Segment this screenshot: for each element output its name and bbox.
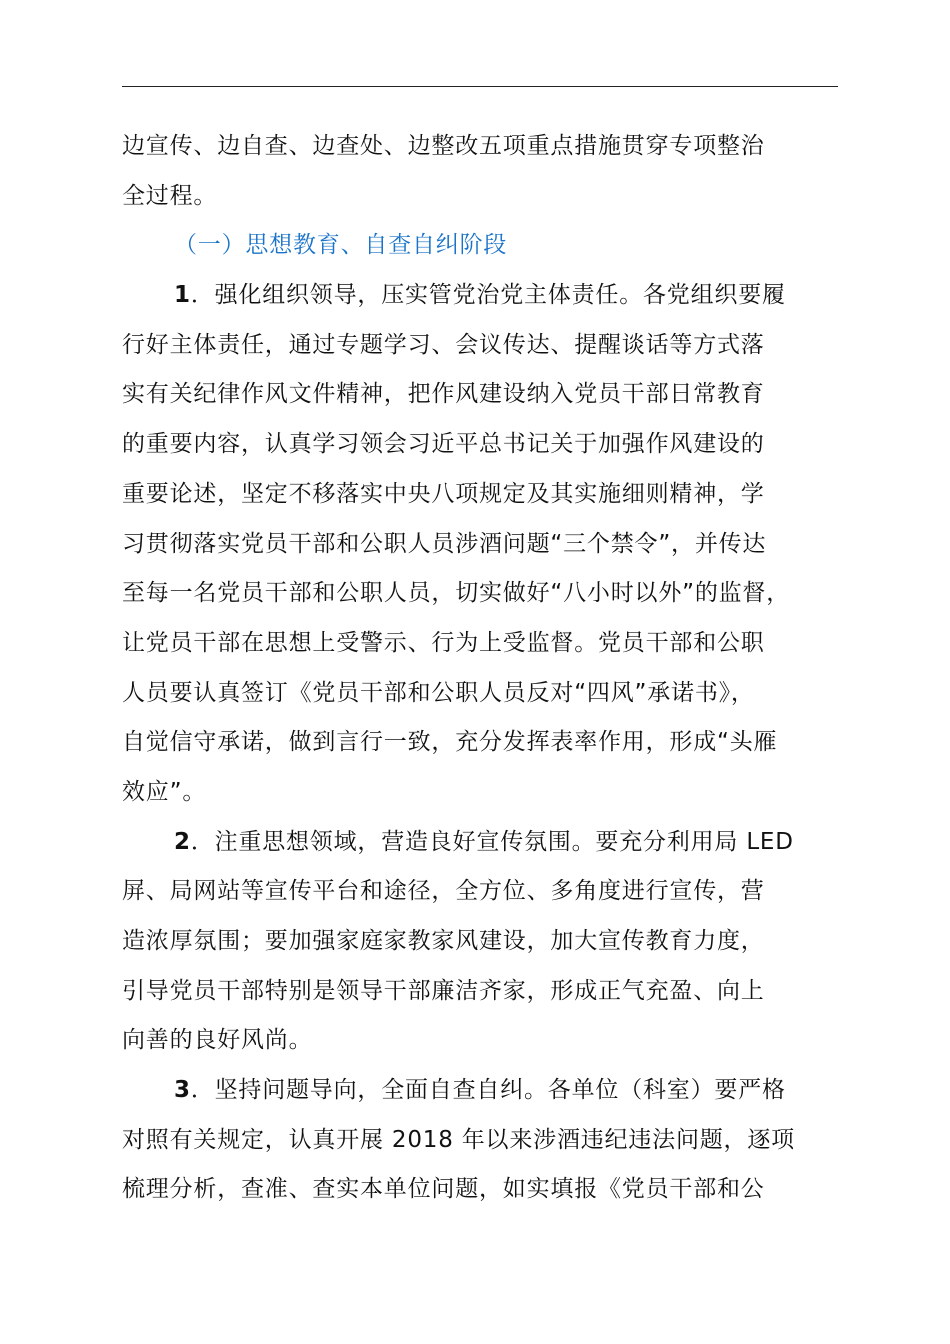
item-3-first-line [122, 1066, 838, 1116]
text-line: 重要论述，坚定不移落实中央八项规定及其实施细则精神，学 [122, 480, 765, 507]
document-body [122, 122, 838, 1215]
text-line: 对照有关规定，认真开展 2018 年以来涉酒违纪违法问题，逐项 [122, 1126, 795, 1153]
item-text: ．注重思想领域，营造良好宣传氛围。要充分利用局 LED [190, 828, 794, 855]
text-line: 让党员干部在思想上受警示、行为上受监督。党员干部和公职 [122, 629, 765, 656]
text-line: 向善的良好风尚。 [122, 1027, 313, 1054]
item-number: 2 [174, 828, 191, 855]
text-line: 梳理分析，查准、查实本单位问题，如实填报《党员干部和公 [122, 1176, 765, 1203]
text-line: 至每一名党员干部和公职人员，切实做好“八小时以外”的监督， [122, 580, 791, 607]
header-rule [122, 86, 838, 87]
text-line: 行好主体责任，通过专题学习、会议传达、提醒谈话等方式落 [122, 331, 765, 358]
text-line: 全过程。 [122, 182, 218, 209]
item-number: 3 [174, 1077, 191, 1104]
item-1-first-line [122, 271, 838, 321]
text-line: 的重要内容，认真学习领会习近平总书记关于加强作风建设的 [122, 431, 765, 458]
section-heading: （一）思想教育、自查自纠阶段 [174, 232, 508, 259]
text-line: 引导党员干部特别是领导干部廉洁齐家，形成正气充盈、向上 [122, 977, 765, 1004]
text-line: 习贯彻落实党员干部和公职人员涉酒问题“三个禁令”，并传达 [122, 530, 767, 557]
text-line: 效应”。 [122, 778, 207, 805]
text-line: 边宣传、边自查、边查处、边整改五项重点措施贯穿专项整治 [122, 133, 765, 159]
item-2-first-line [122, 818, 838, 868]
text-line: 造浓厚氛围；要加强家庭家教家风建设，加大宣传教育力度， [122, 928, 765, 954]
item-text: ．强化组织领导，压实管党治党主体责任。各党组织要履 [190, 282, 786, 309]
text-line: 屏、局网站等宣传平台和途径，全方位、多角度进行宣传，营 [122, 878, 765, 905]
text-line: 人员要认真签订《党员干部和公职人员反对“四风”承诺书》， [122, 679, 755, 706]
text-line: 实有关纪律作风文件精神，把作风建设纳入党员干部日常教育 [122, 381, 765, 408]
item-text: ．坚持问题导向，全面自查自纠。各单位（科室）要严格 [190, 1077, 786, 1104]
item-number: 1 [174, 282, 191, 309]
text-line: 自觉信守承诺，做到言行一致，充分发挥表率作用，形成“头雁 [122, 729, 778, 756]
